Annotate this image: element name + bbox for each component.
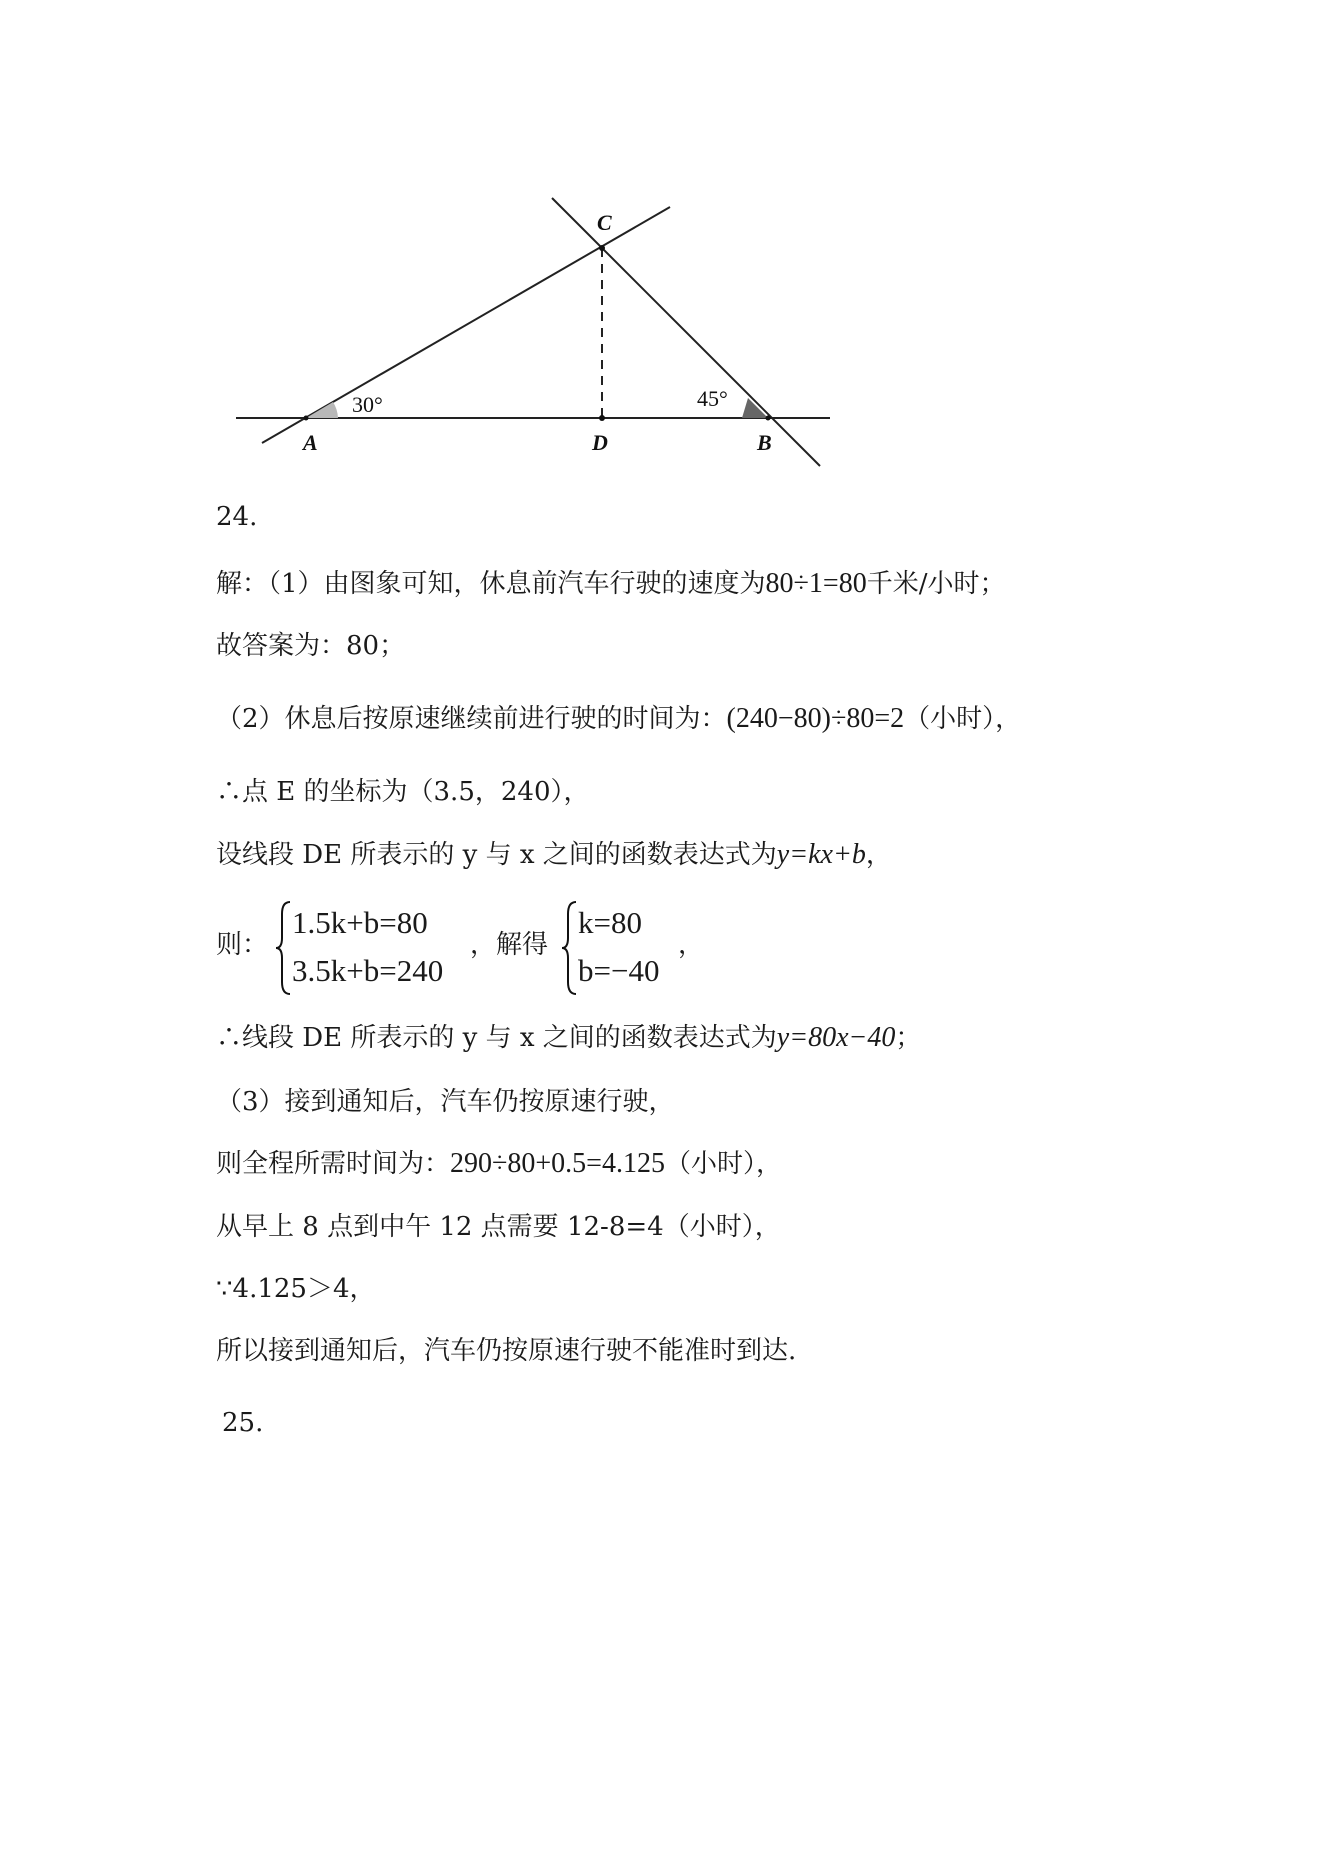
solution-line-12: 所以接到通知后，汽车仍按原速行驶不能准时到达.	[216, 1336, 797, 1366]
system-1-eq-2: 3.5k+b=240	[292, 953, 444, 988]
angle-label-a: 30°	[352, 392, 383, 417]
line-1-text: 解：（1）由图象可知，休息前汽车行驶的速度为	[216, 569, 766, 599]
line-6-tail: ，	[678, 930, 705, 960]
point-c	[599, 245, 605, 251]
line-7-tail: ；	[895, 1023, 922, 1053]
solution-line-10: 从早上 8 点到中午 12 点需要 12-8=4（小时），	[216, 1212, 781, 1242]
line-cb	[552, 198, 820, 466]
line-3-tail: （小时），	[904, 704, 1022, 734]
system-2-eq-1: k=80	[578, 905, 642, 940]
point-a	[304, 416, 309, 421]
system-2-eq-2: b=−40	[578, 953, 660, 988]
line-5-tail: ，	[865, 840, 892, 870]
solution-line-4: ∴点 E 的坐标为（3.5，240），	[216, 777, 590, 807]
solution-line-8: （3）接到通知后，汽车仍按原速行驶，	[216, 1087, 675, 1117]
line-9-tail: （小时），	[664, 1149, 782, 1179]
line-3-math: (240−80)÷80=2	[726, 703, 905, 734]
solution-line-9	[216, 1147, 782, 1181]
angle-label-b: 45°	[697, 386, 728, 411]
solution-line-7	[216, 1021, 921, 1055]
line-9-math: 290÷80+0.5=4.125	[450, 1148, 665, 1179]
solution-line-2: 故答案为：80；	[216, 631, 406, 661]
question-24-number: 24.	[216, 502, 258, 532]
line-ac	[262, 207, 670, 443]
solution-line-5	[216, 838, 892, 872]
angle-mark-a	[306, 402, 338, 418]
line-6-prefix: 则：	[216, 930, 269, 960]
system-1-brace	[274, 900, 294, 996]
system-1-eq-1: 1.5k+b=80	[292, 905, 428, 940]
line-9-text: 则全程所需时间为：	[216, 1149, 451, 1179]
line-1-tail: 千米/小时；	[866, 569, 1006, 599]
point-d	[599, 415, 605, 421]
label-c: C	[597, 210, 612, 235]
solution-line-3	[216, 702, 1021, 736]
line-5-math: y=kx+b	[776, 839, 866, 870]
label-d: D	[592, 430, 608, 455]
triangle-figure	[0, 0, 1323, 480]
label-a: A	[303, 430, 318, 455]
line-7-text: ∴线段 DE 所表示的 y 与 x 之间的函数表达式为	[216, 1023, 777, 1053]
point-b	[766, 416, 771, 421]
label-b: B	[757, 430, 772, 455]
line-6-mid: ，解得	[470, 930, 549, 960]
system-2-brace	[560, 900, 580, 996]
solution-line-1	[216, 567, 1005, 601]
line-5-text: 设线段 DE 所表示的 y 与 x 之间的函数表达式为	[216, 840, 777, 870]
line-7-math: y=80x−40	[776, 1022, 896, 1053]
line-3-text: （2）休息后按原速继续前进行驶的时间为：	[216, 704, 727, 734]
line-1-math: 80÷1=80	[765, 568, 867, 599]
question-25-number: 25.	[222, 1408, 264, 1438]
solution-line-11: ∵4.125＞4，	[216, 1274, 376, 1304]
